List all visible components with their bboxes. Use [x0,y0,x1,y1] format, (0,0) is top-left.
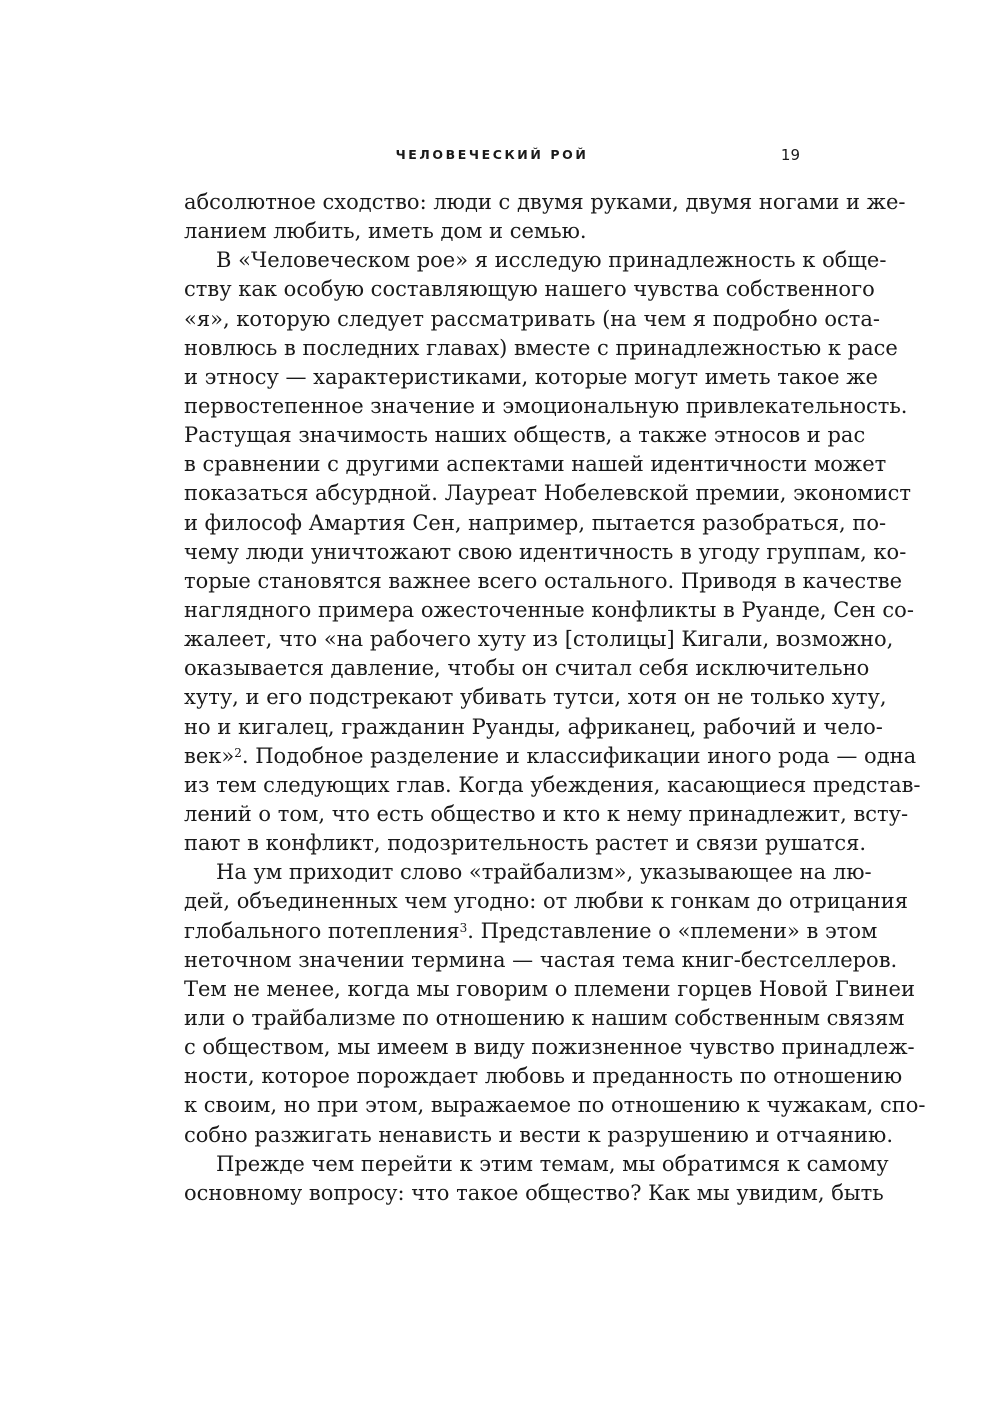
text-fragment: век» [184,743,235,768]
text-line-with-footnote [184,742,917,771]
text-line: абсолютное сходство: люди с двумя руками, двумя ногами и же- [184,190,906,214]
running-title: ЧЕЛОВЕЧЕСКИЙ РОЙ [395,147,589,162]
text-line-with-footnote [184,917,878,946]
footnote-reference[interactable]: 3 [459,920,468,935]
text-line: торые становятся важнее всего остального. Приводя в качестве [184,568,903,593]
paragraph [184,188,906,246]
text-line: новлюсь в последних главах) вместе с принадлежностью к расе [184,335,898,360]
text-line: «я», которую следует рассматривать (на чем я подробно оста- [184,306,880,331]
text-line: пают в конфликт, подозрительность растет и связи рушатся. [184,831,867,856]
text-line: В «Человеческом рое» я исследую принадлежность к обще- [216,248,887,273]
text-line: лений о том, что есть общество и кто к нему принадлежит, всту- [184,801,909,826]
paragraph [184,1150,889,1208]
text-line: Растущая значимость наших обществ, а также этносов и рас [184,423,866,448]
text-line: ланием любить, иметь дом и семью. [184,219,587,244]
text-line: основному вопросу: что такое общество? Как мы увидим, быть [184,1180,884,1205]
text-fragment: . Представление о «племени» в этом [467,918,878,943]
text-line: ству как особую составляющую нашего чувства собственного [184,277,875,302]
text-line: оказывается давление, чтобы он считал себя исключительно [184,656,870,681]
running-header [184,146,800,166]
text-fragment: глобального потепления [184,918,460,943]
text-line: Прежде чем перейти к этим темам, мы обратимся к самому [216,1151,889,1176]
text-line: но и кигалец, гражданин Руанды, африканец, рабочий и чело- [184,714,883,739]
text-line: наглядного примера ожесточенные конфликты в Руанде, Сен со- [184,597,914,622]
footnote-reference[interactable]: 2 [234,745,242,760]
text-line: или о трайбализме по отношению к нашим собственным связям [184,1005,905,1030]
text-line: собно разжигать ненависть и вести к разрушению и отчаянию. [184,1122,894,1147]
text-line: хуту, и его подстрекают убивать тутси, хотя он не только хуту, [184,685,887,710]
text-fragment: . Подобное разделение и классификации иного рода — одна [241,743,917,768]
text-line: Тем не менее, когда мы говорим о племени горцев Новой Гвинеи [184,976,915,1001]
text-line: в сравнении с другими аспектами нашей идентичности может [184,452,887,477]
text-line: неточном значении термина — частая тема книг-бестселлеров. [184,947,898,972]
text-line: к своим, но при этом, выражаемое по отношению к чужакам, спо- [184,1093,926,1118]
body-text [184,188,926,1208]
text-line: с обществом, мы имеем в виду пожизненное чувство принадлеж- [184,1035,915,1060]
page-number: 19 [780,146,800,164]
text-line: первостепенное значение и эмоциональную привлекательность. [184,393,908,418]
paragraph [184,246,921,858]
text-line: дей, объединенных чем угодно: от любви к гонкам до отрицания [184,889,909,914]
text-line: ности, которое порождает любовь и преданность по отношению [184,1064,903,1089]
text-line: показаться абсурдной. Лауреат Нобелевской премии, экономист [184,481,911,506]
text-line: чему люди уничтожают свою идентичность в угоду группам, ко- [184,539,907,564]
text-line: и философ Амартия Сен, например, пытается разобраться, по- [184,510,887,535]
paragraph [184,858,926,1149]
text-line: из тем следующих глав. Когда убеждения, касающиеся представ- [184,772,921,797]
text-line: и этносу — характеристиками, которые могут иметь такое же [184,364,878,389]
text-line: жалеет, что «на рабочего хуту из [столицы] Кигали, возможно, [184,627,894,652]
text-line: На ум приходит слово «трайбализм», указывающее на лю- [216,860,872,885]
